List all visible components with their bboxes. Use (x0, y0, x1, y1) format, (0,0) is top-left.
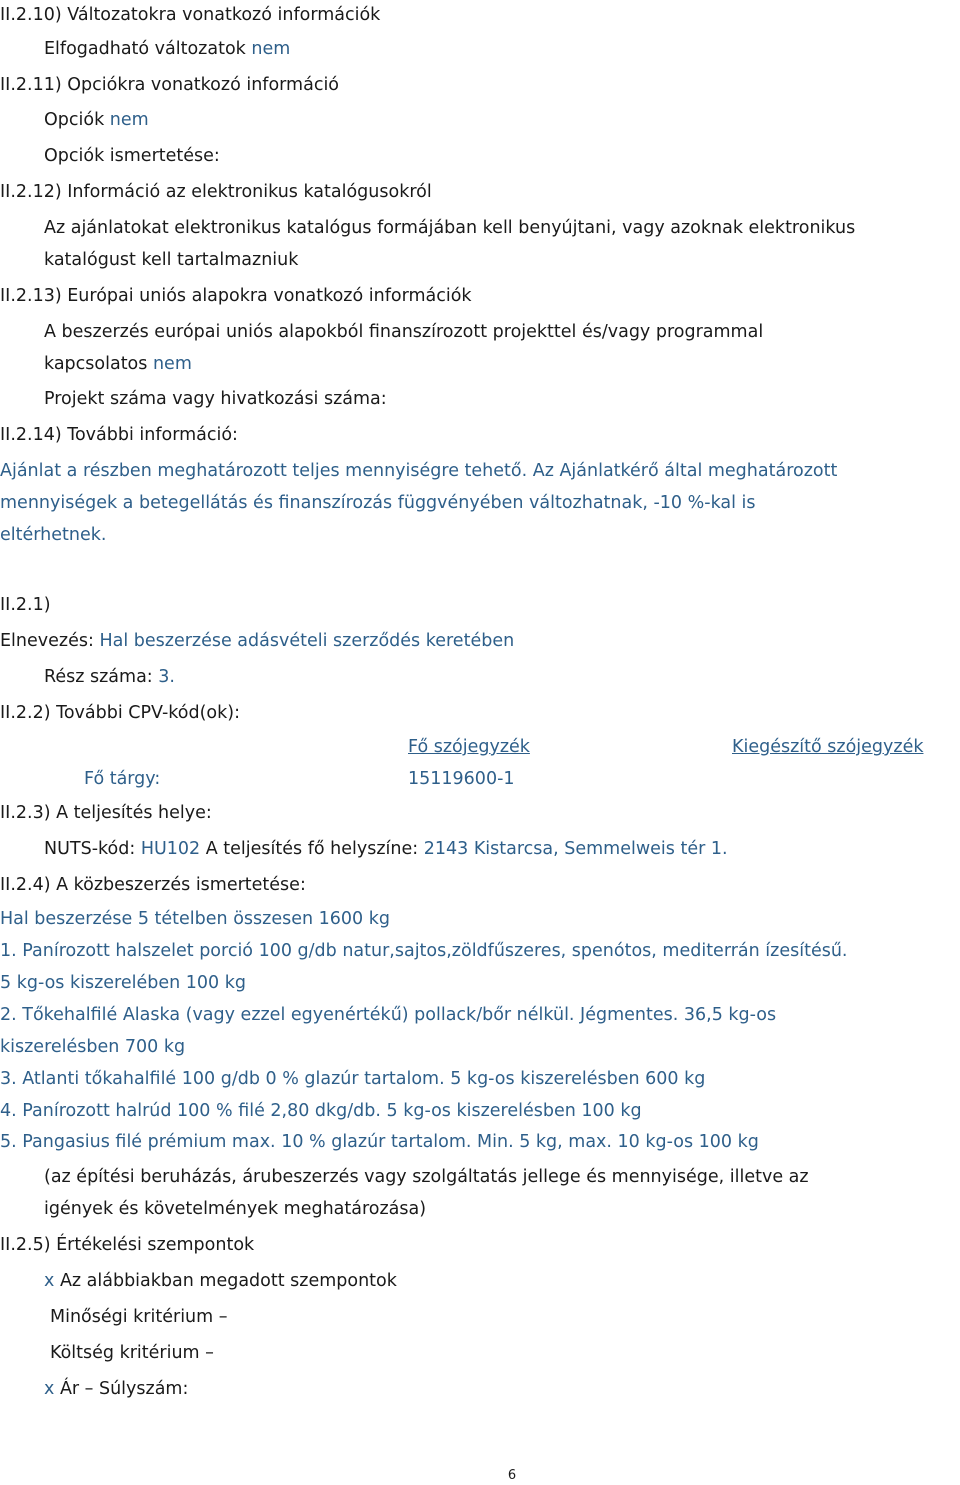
project-number-label: Projekt száma vagy hivatkozási száma: (44, 389, 387, 409)
title-row (0, 629, 514, 653)
section-heading-award-criteria: II.2.5) Értékelési szempontok (0, 1235, 255, 1255)
page-number: 6 (507, 1468, 517, 1483)
criteria-below-label: Az alábbiakban megadott szempontok (59, 1271, 397, 1291)
section-heading-variants: II.2.10) Változatokra vonatkozó információk (0, 5, 381, 25)
description-note-line-2: igények és követelmények meghatározása) (44, 1199, 427, 1219)
description-line: kiszerelésben 700 kg (0, 1037, 186, 1057)
description-line: 3. Atlanti tőkahalfilé 100 g/db 0 % glazúr tartalom. 5 kg-os kiszerelésben 600 kg (0, 1069, 706, 1089)
additional-info-line-3: eltérhetnek. (0, 525, 107, 545)
part-number-row (44, 665, 175, 689)
description-note-line-1: (az építési beruházás, árubeszerzés vagy szolgáltatás jellege és mennyisége, illetve az (44, 1167, 809, 1187)
cpv-main-object-label: Fő tárgy: (84, 769, 161, 789)
price-checkmark: x (44, 1379, 55, 1399)
options-value: nem (109, 110, 149, 130)
quality-criterion-label: Minőségi kritérium – (50, 1307, 228, 1327)
part-number-label: Rész száma: (44, 667, 153, 687)
criteria-below-checkmark: x (44, 1271, 55, 1291)
price-weighting-row (44, 1377, 188, 1401)
nuts-label: NUTS-kód: (44, 839, 136, 859)
options-label: Opciók (44, 110, 105, 130)
title-value: Hal beszerzése adásvételi szerződés keretében (99, 631, 515, 651)
options-description-label: Opciók ismertetése: (44, 146, 220, 166)
price-weighting-label: Ár – Súlyszám: (59, 1379, 189, 1399)
cost-criterion-label: Költség kritérium – (50, 1343, 214, 1363)
place-row (44, 837, 728, 861)
cpv-main-object-code: 15119600-1 (408, 769, 515, 789)
section-heading-options: II.2.11) Opciókra vonatkozó információ (0, 75, 340, 95)
description-line: 4. Panírozott halrúd 100 % filé 2,80 dkg/db. 5 kg-os kiszerelésben 100 kg (0, 1101, 642, 1121)
variants-row (44, 37, 290, 61)
description-line: 2. Tőkehalfilé Alaska (vagy ezzel egyenértékű) pollack/bőr nélkül. Jégmentes. 36,5 kg-os (0, 1005, 777, 1025)
additional-info-line-1 (0, 459, 837, 483)
cpv-main-vocabulary-header: Fő szójegyzék (408, 737, 530, 757)
eu-funds-value: nem (152, 354, 192, 374)
description-line: 1. Panírozott halszelet porció 100 g/db natur,sajtos,zöldfűszeres, spenótos, mediterrán ízesítésű. (0, 941, 848, 961)
section-heading-additional-info: II.2.14) További információ: (0, 425, 238, 445)
section-heading-catalogues: II.2.12) Információ az elektronikus katalógusokról (0, 182, 432, 202)
description-line: 5 kg-os kiszerelében 100 kg (0, 973, 246, 993)
main-site-label: A teljesítés fő helyszíne: (205, 839, 419, 859)
section-heading-cpv: II.2.2) További CPV-kód(ok): (0, 703, 241, 723)
description-line: Hal beszerzése 5 tételben összesen 1600 kg (0, 909, 390, 929)
section-heading-part: II.2.1) (0, 595, 51, 615)
additional-info-line-2: mennyiségek a betegellátás és finanszírozás függvényében változhatnak, -10 %-kal is (0, 493, 756, 513)
additional-info-text-1a: Ajánlat a részben meghatározott teljes mennyiségre tehető. (0, 461, 528, 481)
criteria-below-row (44, 1269, 397, 1293)
section-heading-description: II.2.4) A közbeszerzés ismertetése: (0, 875, 306, 895)
variants-value: nem (251, 39, 291, 59)
title-label: Elnevezés: (0, 631, 94, 651)
main-site-value: 2143 Kistarcsa, Semmelweis tér 1. (423, 839, 728, 859)
section-heading-eu-funds: II.2.13) Európai uniós alapokra vonatkozó információk (0, 286, 472, 306)
part-number-value: 3. (158, 667, 175, 687)
variants-label: Elfogadható változatok (44, 39, 246, 59)
eu-funds-line-2 (44, 352, 192, 376)
options-row (44, 108, 149, 132)
additional-info-text-1b: Az Ajánlatkérő által meghatározott (532, 461, 838, 481)
eu-funds-line-1: A beszerzés európai uniós alapokból finanszírozott projekttel és/vagy programmal (44, 322, 764, 342)
description-line: 5. Pangasius filé prémium max. 10 % glazúr tartalom. Min. 5 kg, max. 10 kg-os 100 kg (0, 1132, 759, 1152)
catalogues-line-1: Az ajánlatokat elektronikus katalógus formájában kell benyújtani, vagy azoknak elektronikus (44, 218, 856, 238)
catalogues-line-2: katalógust kell tartalmazniuk (44, 250, 299, 270)
cpv-supplementary-vocabulary-header: Kiegészítő szójegyzék (732, 737, 924, 757)
section-heading-place: II.2.3) A teljesítés helye: (0, 803, 212, 823)
nuts-value: HU102 (140, 839, 201, 859)
eu-funds-label: kapcsolatos (44, 354, 148, 374)
